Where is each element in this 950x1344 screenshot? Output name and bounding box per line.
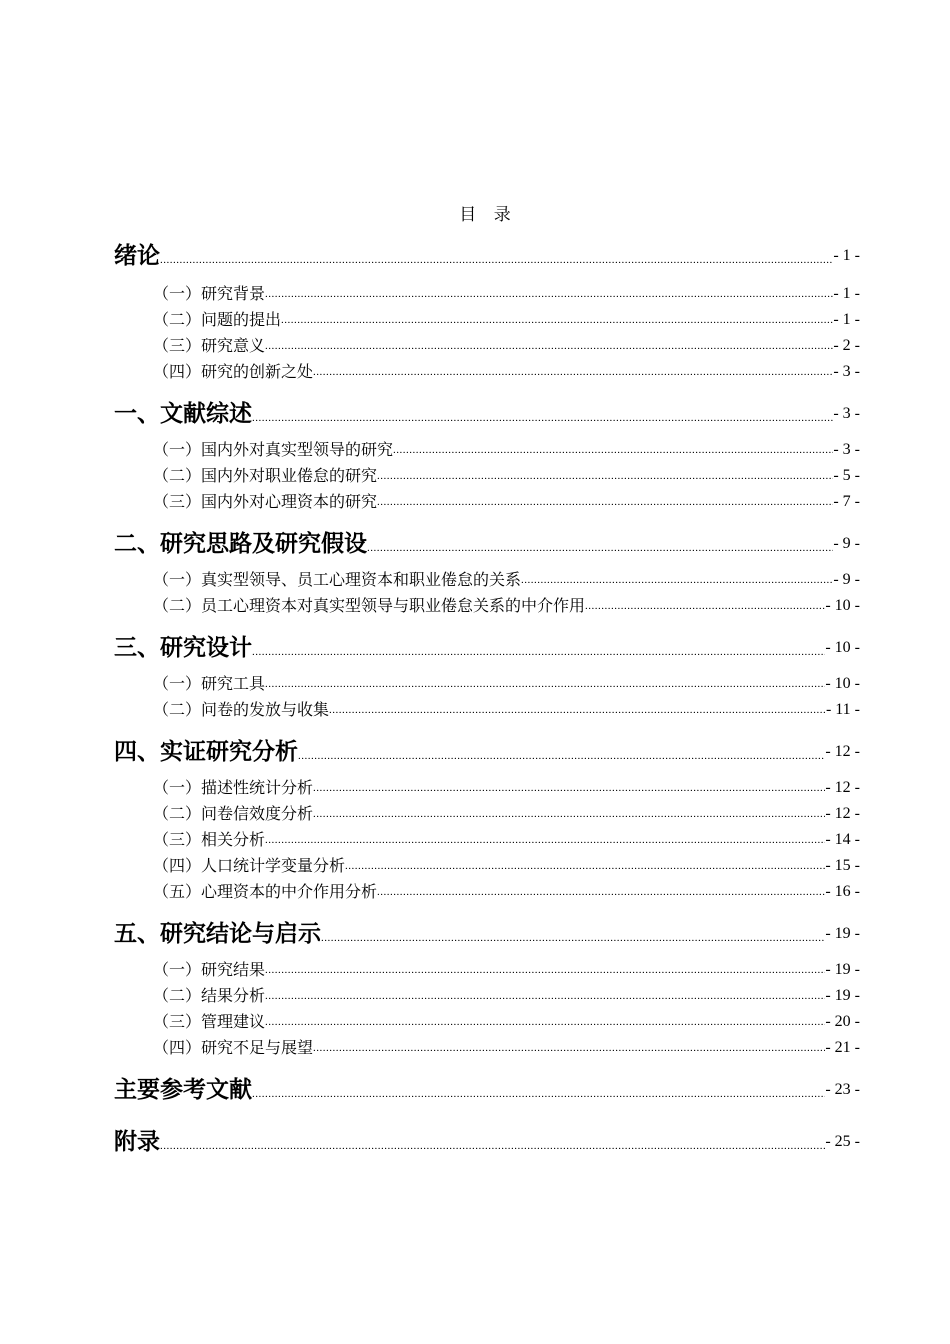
toc-subentry-page-number: - 7 - [833,493,860,510]
toc-entry-label: 四、实证研究分析 [114,739,298,765]
toc-entry-level2[interactable] [153,1036,860,1058]
toc-subentry-label: （一）描述性统计分析 [153,778,314,797]
toc-entry-level2[interactable] [153,360,860,382]
toc-subentry-label: （三）国内外对心理资本的研究 [153,492,378,511]
toc-subentry-page-number: - 10 - [825,597,860,614]
toc-subentry-page-number: - 12 - [825,779,860,796]
toc-entry-level2[interactable] [153,438,860,460]
toc-entry-page-number: - 25 - [825,1133,860,1150]
toc-dot-leader [377,886,825,898]
toc-subentry-label: （四）研究的创新之处 [153,362,314,381]
toc-entry-level2[interactable] [153,776,860,798]
toc-subentry-label: （一）真实型领导、员工心理资本和职业倦怠的关系 [153,570,522,589]
toc-subentry-page-number: - 14 - [825,831,860,848]
toc-entry-label: 二、研究思路及研究假设 [114,531,367,557]
toc-entry-page-number: - 23 - [825,1081,860,1098]
toc-entry-level2[interactable] [153,464,860,486]
toc-entry-level2[interactable] [153,698,860,720]
toc-entry-label: 主要参考文献 [114,1077,252,1103]
toc-dot-leader [313,782,825,794]
toc-entry-label: 附录 [114,1129,160,1155]
toc-entry-level2[interactable] [153,880,860,902]
toc-entry-level2[interactable] [153,594,860,616]
toc-dot-leader [313,1042,825,1054]
toc-subentry-label: （二）国内外对职业倦怠的研究 [153,466,378,485]
toc-subentry-label: （一）研究背景 [153,284,266,303]
toc-subentry-label: （二）员工心理资本对真实型领导与职业倦怠关系的中介作用 [153,596,586,615]
toc-subentry-label: （二）问卷的发放与收集 [153,700,330,719]
toc-dot-leader [367,542,833,554]
toc-dot-leader [329,704,826,716]
toc-entry-page-number: - 19 - [825,925,860,942]
toc-subentry-label: （三）管理建议 [153,1012,266,1031]
toc-dot-leader [265,990,825,1002]
toc-subentry-page-number: - 16 - [825,883,860,900]
toc-entry-level2[interactable] [153,282,860,304]
toc-entry-page-number: - 1 - [833,247,860,264]
toc-subentry-label: （一）国内外对真实型领导的研究 [153,440,394,459]
toc-entry-level2[interactable] [153,308,860,330]
toc-entry-label: 五、研究结论与启示 [114,921,321,947]
toc-dot-leader [265,964,825,976]
toc-dot-leader [585,600,825,612]
toc-dot-leader [345,860,825,872]
toc-subentry-label: （一）研究结果 [153,960,266,979]
toc-dot-leader [265,340,833,352]
toc-entry-level1[interactable] [114,1074,860,1104]
toc-entry-page-number: - 12 - [825,743,860,760]
toc-subentry-label: （一）研究工具 [153,674,266,693]
toc-subentry-page-number: - 3 - [833,441,860,458]
toc-dot-leader [313,808,825,820]
toc-subentry-label: （二）问卷信效度分析 [153,804,314,823]
toc-subentry-label: （二）问题的提出 [153,310,282,329]
toc-subentry-page-number: - 9 - [833,571,860,588]
toc-entry-level2[interactable] [153,958,860,980]
toc-entry-level1[interactable] [114,398,860,428]
toc-entry-level1[interactable] [114,528,860,558]
toc-dot-leader [281,314,833,326]
toc-dot-leader [313,366,833,378]
toc-entry-level1[interactable] [114,1126,860,1156]
toc-entry-level1[interactable] [114,632,860,662]
toc-subentry-page-number: - 3 - [833,363,860,380]
toc-subentry-page-number: - 15 - [825,857,860,874]
toc-subentry-label: （二）结果分析 [153,986,266,1005]
toc-subentry-label: （三）研究意义 [153,336,266,355]
toc-subentry-label: （四）人口统计学变量分析 [153,856,346,875]
toc-entry-level2[interactable] [153,334,860,356]
toc-subentry-page-number: - 11 - [825,701,860,718]
toc-subentry-page-number: - 12 - [825,805,860,822]
toc-entry-label: 三、研究设计 [114,635,252,661]
toc-entry-level2[interactable] [153,984,860,1006]
toc-dot-leader [160,254,833,266]
toc-dot-leader [252,412,833,424]
toc-entry-level2[interactable] [153,854,860,876]
toc-entry-label: 绪论 [114,243,160,269]
toc-dot-leader [252,1088,825,1100]
toc-entry-page-number: - 10 - [825,639,860,656]
toc-dot-leader [160,1140,825,1152]
toc-entry-level2[interactable] [153,490,860,512]
toc-subentry-page-number: - 2 - [833,337,860,354]
toc-entry-level2[interactable] [153,802,860,824]
toc-entry-level1[interactable] [114,918,860,948]
toc-entry-level1[interactable] [114,240,860,270]
toc-dot-leader [298,750,825,762]
toc-subentry-page-number: - 19 - [825,961,860,978]
toc-dot-leader [393,444,833,456]
toc-entry-level2[interactable] [153,1010,860,1032]
toc-title: 目 录 [459,205,517,225]
toc-entry-level1[interactable] [114,736,860,766]
toc-dot-leader [521,574,833,586]
toc-dot-leader [377,496,833,508]
toc-dot-leader [265,1016,825,1028]
toc-dot-leader [265,678,825,690]
toc-subentry-page-number: - 5 - [833,467,860,484]
toc-subentry-page-number: - 19 - [825,987,860,1004]
toc-entry-level2[interactable] [153,828,860,850]
toc-dot-leader [265,288,833,300]
toc-entry-page-number: - 3 - [833,405,860,422]
toc-dot-leader [252,646,825,658]
toc-subentry-page-number: - 1 - [833,285,860,302]
toc-subentry-label: （四）研究不足与展望 [153,1038,314,1057]
toc-subentry-page-number: - 1 - [833,311,860,328]
toc-entry-page-number: - 9 - [833,535,860,552]
toc-subentry-label: （五）心理资本的中介作用分析 [153,882,378,901]
toc-entry-level2[interactable] [153,672,860,694]
toc-dot-leader [377,470,833,482]
toc-entry-level2[interactable] [153,568,860,590]
toc-subentry-page-number: - 20 - [825,1013,860,1030]
toc-entry-label: 一、文献综述 [114,401,252,427]
toc-subentry-label: （三）相关分析 [153,830,266,849]
toc-dot-leader [265,834,825,846]
toc-subentry-page-number: - 21 - [825,1039,860,1056]
toc-subentry-page-number: - 10 - [825,675,860,692]
toc-dot-leader [321,932,825,944]
